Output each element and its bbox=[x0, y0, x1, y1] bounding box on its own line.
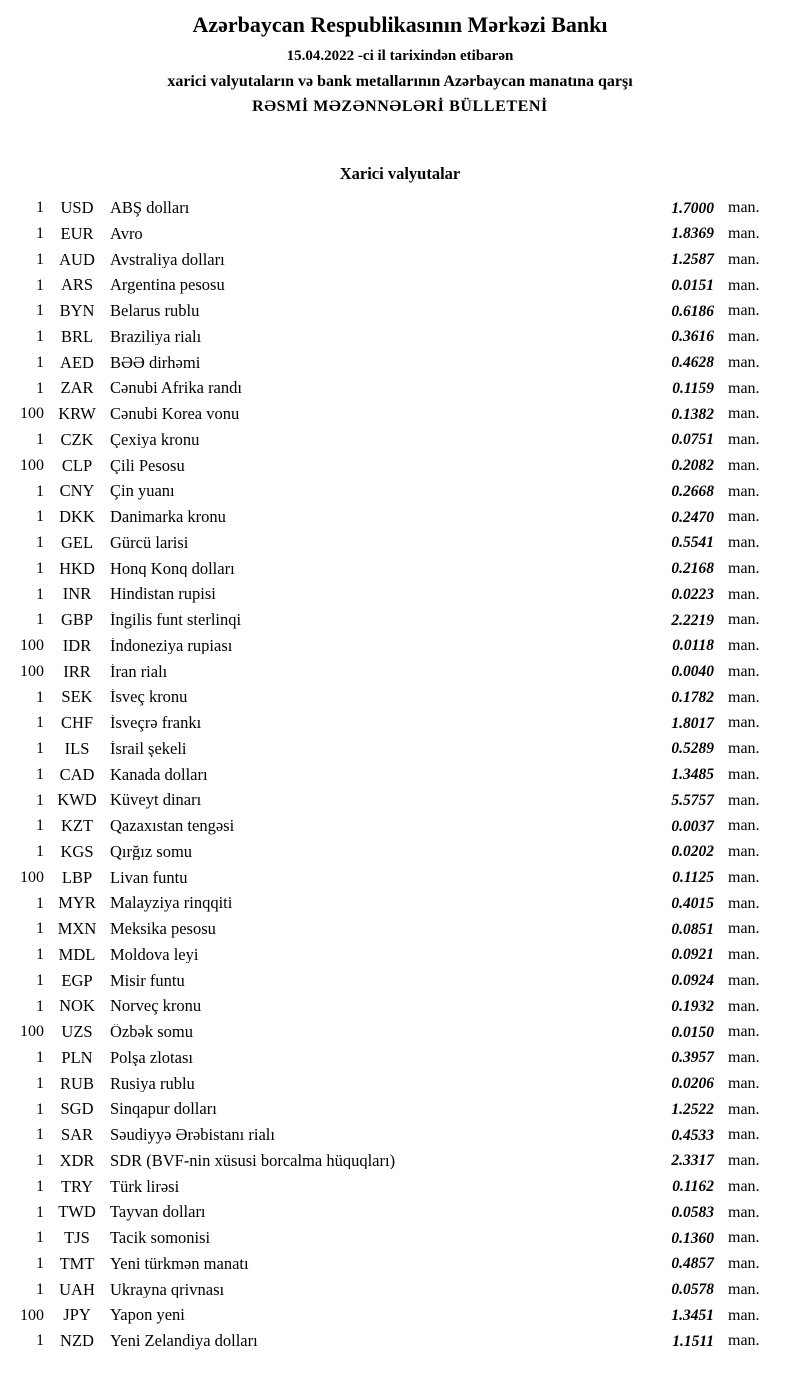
currency-name-cell: İsveçrə frankı bbox=[110, 715, 202, 732]
currency-code-cell: KRW bbox=[58, 404, 96, 424]
rate-row bbox=[14, 1045, 770, 1071]
quantity-cell: 1 bbox=[36, 276, 44, 294]
currency-name-cell: Livan funtu bbox=[110, 869, 188, 887]
rate-row bbox=[14, 711, 770, 737]
rate-row bbox=[14, 530, 770, 556]
currency-name-cell: İndoneziya rupiası bbox=[110, 637, 233, 655]
currency-name-cell: Argentina pesosu bbox=[110, 277, 225, 294]
rate-value-cell: 1.1511 bbox=[672, 1332, 714, 1350]
rate-value-cell: 0.0206 bbox=[671, 1075, 714, 1093]
currency-name-cell: Səudiyyə Ərəbistanı rialı bbox=[110, 1127, 275, 1144]
currency-name-cell: Braziliya rialı bbox=[110, 328, 202, 346]
unit-label-cell: man. bbox=[728, 817, 760, 835]
currency-code-cell: AED bbox=[60, 352, 94, 372]
rate-row bbox=[14, 942, 770, 968]
rate-row bbox=[14, 814, 770, 840]
rate-row bbox=[14, 633, 770, 659]
currency-code-cell: MYR bbox=[58, 893, 96, 913]
rate-row bbox=[14, 1277, 770, 1303]
quantity-cell: 1 bbox=[36, 791, 44, 809]
quantity-cell: 1 bbox=[36, 688, 44, 706]
currency-code-cell: EUR bbox=[60, 223, 94, 243]
rate-value-cell: 0.6186 bbox=[671, 302, 714, 320]
currency-code-cell: TMT bbox=[59, 1253, 95, 1273]
rate-value-cell: 0.1162 bbox=[672, 1178, 714, 1196]
currency-name-cell: Qazaxıstan tengəsi bbox=[110, 818, 235, 835]
quantity-cell: 100 bbox=[20, 1023, 44, 1041]
currency-name-cell: Malayziya rinqqiti bbox=[110, 895, 233, 912]
unit-label-cell: man. bbox=[728, 997, 760, 1015]
currency-name-cell: Honq Konq dolları bbox=[110, 560, 235, 578]
currency-name-cell: BƏƏ dirhəmi bbox=[110, 354, 201, 372]
subtitle-line: xarici valyutaların və bank metallarının Azərbaycan manatına qarşı bbox=[167, 73, 633, 91]
unit-label-cell: man. bbox=[728, 868, 760, 886]
currency-code-cell: ILS bbox=[64, 738, 90, 758]
rate-value-cell: 1.3451 bbox=[671, 1306, 714, 1324]
currency-code-cell: ARS bbox=[60, 275, 94, 295]
rate-value-cell: 1.8017 bbox=[671, 714, 714, 732]
currency-code-cell: GEL bbox=[60, 532, 94, 552]
rate-row bbox=[14, 273, 770, 299]
currency-code-cell: KGS bbox=[60, 841, 94, 861]
unit-label-cell: man. bbox=[728, 1306, 760, 1324]
currency-code-cell: UAH bbox=[59, 1279, 95, 1299]
rate-value-cell: 1.2587 bbox=[671, 251, 714, 269]
rate-value-cell: 0.0851 bbox=[671, 920, 714, 938]
rate-row bbox=[14, 247, 770, 273]
rate-value-cell: 0.3616 bbox=[671, 328, 714, 346]
unit-label-cell: man. bbox=[728, 1023, 760, 1041]
effective-date-line: 15.04.2022 -ci il tarixindən etibarən bbox=[286, 48, 514, 65]
rate-row bbox=[14, 196, 770, 222]
unit-label-cell: man. bbox=[728, 276, 760, 294]
rate-row bbox=[14, 1148, 770, 1174]
currency-code-cell: EGP bbox=[61, 970, 93, 990]
rate-value-cell: 0.4857 bbox=[671, 1255, 714, 1273]
rate-value-cell: 0.1125 bbox=[672, 869, 714, 887]
currency-code-cell: HKD bbox=[59, 558, 95, 578]
rate-value-cell: 0.0921 bbox=[671, 946, 714, 964]
rate-value-cell: 1.3485 bbox=[671, 766, 714, 784]
currency-code-cell: CZK bbox=[60, 429, 94, 449]
unit-label-cell: man. bbox=[728, 328, 760, 346]
currency-name-cell: Tacik somonisi bbox=[110, 1230, 211, 1247]
currency-code-cell: GBP bbox=[60, 610, 94, 630]
rate-row bbox=[14, 917, 770, 943]
currency-name-cell: ABŞ dolları bbox=[110, 200, 190, 217]
unit-label-cell: man. bbox=[728, 1049, 760, 1067]
unit-label-cell: man. bbox=[728, 225, 760, 243]
unit-label-cell: man. bbox=[728, 662, 760, 680]
currency-code-cell: SEK bbox=[61, 687, 93, 707]
quantity-cell: 1 bbox=[36, 946, 44, 964]
unit-label-cell: man. bbox=[728, 894, 760, 912]
rate-value-cell: 1.7000 bbox=[671, 199, 714, 217]
quantity-cell: 1 bbox=[36, 1229, 44, 1247]
rate-value-cell: 0.5541 bbox=[671, 534, 714, 552]
rate-row bbox=[14, 479, 770, 505]
unit-label-cell: man. bbox=[728, 1152, 760, 1170]
unit-label-cell: man. bbox=[728, 1280, 760, 1298]
currency-name-cell: Danimarka kronu bbox=[110, 509, 226, 526]
currency-name-cell: Misir funtu bbox=[110, 972, 185, 990]
unit-label-cell: man. bbox=[728, 1177, 760, 1195]
unit-label-cell: man. bbox=[728, 379, 760, 397]
currency-name-cell: Çin yuanı bbox=[110, 483, 175, 500]
unit-label-cell: man. bbox=[728, 1203, 760, 1221]
rate-row bbox=[14, 324, 770, 350]
rate-value-cell: 0.4628 bbox=[671, 354, 714, 372]
unit-label-cell: man. bbox=[728, 199, 760, 217]
quantity-cell: 1 bbox=[36, 971, 44, 989]
rate-value-cell: 0.2168 bbox=[671, 560, 714, 578]
quantity-cell: 1 bbox=[36, 714, 44, 732]
currency-code-cell: DKK bbox=[59, 507, 95, 527]
unit-label-cell: man. bbox=[728, 508, 760, 526]
quantity-cell: 1 bbox=[36, 611, 44, 629]
unit-label-cell: man. bbox=[728, 637, 760, 655]
rate-value-cell: 0.1159 bbox=[672, 379, 714, 397]
quantity-cell: 1 bbox=[36, 302, 44, 320]
rate-value-cell: 0.0751 bbox=[671, 431, 714, 449]
currency-name-cell: Hindistan rupisi bbox=[110, 586, 216, 603]
rate-value-cell: 0.0578 bbox=[671, 1281, 714, 1299]
rate-value-cell: 0.4533 bbox=[671, 1126, 714, 1144]
currency-name-cell: Tayvan dolları bbox=[110, 1204, 206, 1221]
unit-label-cell: man. bbox=[728, 534, 760, 552]
unit-label-cell: man. bbox=[728, 405, 760, 423]
currency-name-cell: Belarus rublu bbox=[110, 303, 200, 320]
currency-name-cell: Polşa zlotası bbox=[110, 1049, 193, 1067]
quantity-cell: 1 bbox=[36, 1100, 44, 1118]
rate-row bbox=[14, 685, 770, 711]
unit-label-cell: man. bbox=[728, 920, 760, 938]
currency-code-cell: BYN bbox=[59, 301, 95, 321]
rate-row bbox=[14, 1226, 770, 1252]
rate-row bbox=[14, 1303, 770, 1329]
rate-row bbox=[14, 376, 770, 402]
quantity-cell: 1 bbox=[36, 1280, 44, 1298]
currency-name-cell: Yeni türkmən manatı bbox=[110, 1255, 249, 1273]
rate-row bbox=[14, 659, 770, 685]
quantity-cell: 1 bbox=[36, 1152, 44, 1170]
currency-name-cell: Cənubi Afrika randı bbox=[110, 380, 242, 397]
unit-label-cell: man. bbox=[728, 1074, 760, 1092]
rate-row bbox=[14, 994, 770, 1020]
currency-code-cell: INR bbox=[62, 584, 92, 604]
bulletin-title: RƏSMİ MƏZƏNNƏLƏRİ BÜLLETENİ bbox=[252, 97, 548, 115]
rate-value-cell: 0.4015 bbox=[671, 894, 714, 912]
rate-value-cell: 0.2082 bbox=[671, 457, 714, 475]
unit-label-cell: man. bbox=[728, 688, 760, 706]
currency-code-cell: UZS bbox=[61, 1022, 93, 1042]
quantity-cell: 1 bbox=[36, 1074, 44, 1092]
rates-list bbox=[0, 196, 800, 1355]
rate-value-cell: 0.0150 bbox=[671, 1023, 714, 1041]
rate-row bbox=[14, 788, 770, 814]
currency-name-cell: İsrail şekeli bbox=[110, 740, 187, 758]
quantity-cell: 1 bbox=[36, 379, 44, 397]
currency-code-cell: JPY bbox=[63, 1305, 91, 1325]
rate-value-cell: 0.0223 bbox=[671, 585, 714, 603]
currency-code-cell: CNY bbox=[59, 481, 95, 501]
quantity-cell: 1 bbox=[36, 199, 44, 217]
currency-code-cell: KZT bbox=[60, 816, 94, 836]
quantity-cell: 100 bbox=[20, 1306, 44, 1324]
rate-value-cell: 0.1360 bbox=[671, 1229, 714, 1247]
quantity-cell: 1 bbox=[36, 585, 44, 603]
unit-label-cell: man. bbox=[728, 1332, 760, 1350]
quantity-cell: 1 bbox=[36, 328, 44, 346]
currency-code-cell: BRL bbox=[60, 326, 94, 346]
rate-value-cell: 2.2219 bbox=[671, 611, 714, 629]
rate-value-cell: 0.3957 bbox=[671, 1049, 714, 1067]
currency-code-cell: LBP bbox=[61, 867, 93, 887]
rate-value-cell: 0.0037 bbox=[671, 817, 714, 835]
unit-label-cell: man. bbox=[728, 302, 760, 320]
rate-row bbox=[14, 453, 770, 479]
quantity-cell: 1 bbox=[36, 250, 44, 268]
unit-label-cell: man. bbox=[728, 765, 760, 783]
rate-row bbox=[14, 1071, 770, 1097]
rate-row bbox=[14, 1123, 770, 1149]
currency-code-cell: CHF bbox=[60, 713, 94, 733]
currency-name-cell: İngilis funt sterlinqi bbox=[110, 612, 242, 629]
quantity-cell: 100 bbox=[20, 456, 44, 474]
unit-label-cell: man. bbox=[728, 250, 760, 268]
quantity-cell: 100 bbox=[20, 868, 44, 886]
currency-name-cell: Cənubi Korea vonu bbox=[110, 406, 240, 423]
section-title-foreign-currencies: Xarici valyutalar bbox=[339, 163, 461, 183]
rate-value-cell: 0.1782 bbox=[671, 688, 714, 706]
rate-row bbox=[14, 762, 770, 788]
currency-code-cell: IRR bbox=[63, 661, 91, 681]
quantity-cell: 1 bbox=[36, 353, 44, 371]
unit-label-cell: man. bbox=[728, 559, 760, 577]
rate-value-cell: 0.5289 bbox=[671, 740, 714, 758]
currency-code-cell: NZD bbox=[60, 1331, 94, 1351]
currency-name-cell: Çili Pesosu bbox=[110, 457, 185, 475]
quantity-cell: 1 bbox=[36, 225, 44, 243]
rate-value-cell: 0.0040 bbox=[671, 663, 714, 681]
currency-code-cell: MDL bbox=[58, 944, 96, 964]
quantity-cell: 1 bbox=[36, 534, 44, 552]
currency-code-cell: AUD bbox=[59, 249, 95, 269]
unit-label-cell: man. bbox=[728, 1229, 760, 1247]
currency-name-cell: Avro bbox=[110, 225, 143, 243]
unit-label-cell: man. bbox=[728, 431, 760, 449]
quantity-cell: 1 bbox=[36, 997, 44, 1015]
unit-label-cell: man. bbox=[728, 1255, 760, 1273]
currency-code-cell: SAR bbox=[60, 1125, 94, 1145]
rate-row bbox=[14, 582, 770, 608]
unit-label-cell: man. bbox=[728, 353, 760, 371]
quantity-cell: 1 bbox=[36, 817, 44, 835]
currency-code-cell: MXN bbox=[57, 919, 97, 939]
currency-name-cell: Çexiya kronu bbox=[110, 431, 200, 449]
quantity-cell: 1 bbox=[36, 431, 44, 449]
quantity-cell: 100 bbox=[20, 405, 44, 423]
currency-name-cell: Yapon yeni bbox=[110, 1307, 185, 1324]
currency-code-cell: TJS bbox=[64, 1228, 90, 1248]
document-header bbox=[0, 12, 800, 116]
quantity-cell: 1 bbox=[36, 920, 44, 938]
rate-value-cell: 0.0924 bbox=[671, 972, 714, 990]
rate-value-cell: 0.0202 bbox=[671, 843, 714, 861]
unit-label-cell: man. bbox=[728, 946, 760, 964]
rate-value-cell: 2.3317 bbox=[671, 1152, 714, 1170]
rate-row bbox=[14, 608, 770, 634]
unit-label-cell: man. bbox=[728, 1100, 760, 1118]
currency-name-cell: Rusiya rublu bbox=[110, 1075, 195, 1093]
rate-row bbox=[14, 839, 770, 865]
currency-code-cell: NOK bbox=[59, 996, 95, 1016]
rate-value-cell: 0.0151 bbox=[671, 276, 714, 294]
quantity-cell: 1 bbox=[36, 843, 44, 861]
quantity-cell: 1 bbox=[36, 1049, 44, 1067]
unit-label-cell: man. bbox=[728, 714, 760, 732]
rate-value-cell: 1.2522 bbox=[671, 1100, 714, 1118]
currency-code-cell: IDR bbox=[62, 635, 92, 655]
currency-name-cell: Kanada dolları bbox=[110, 766, 208, 784]
unit-label-cell: man. bbox=[728, 1126, 760, 1144]
currency-name-cell: Özbək somu bbox=[110, 1024, 193, 1041]
currency-name-cell: İran rialı bbox=[110, 663, 168, 681]
rate-row bbox=[14, 891, 770, 917]
quantity-cell: 1 bbox=[36, 1255, 44, 1273]
rate-row bbox=[14, 427, 770, 453]
rate-row bbox=[14, 1251, 770, 1277]
rate-value-cell: 0.1932 bbox=[671, 997, 714, 1015]
currency-code-cell: CAD bbox=[59, 764, 95, 784]
quantity-cell: 1 bbox=[36, 508, 44, 526]
unit-label-cell: man. bbox=[728, 585, 760, 603]
currency-name-cell: Türk lirəsi bbox=[110, 1178, 180, 1196]
currency-code-cell: RUB bbox=[60, 1073, 94, 1093]
currency-name-cell: Avstraliya dolları bbox=[110, 251, 225, 269]
currency-name-cell: SDR (BVF-nin xüsusi borcalma hüquqları) bbox=[110, 1152, 396, 1170]
rate-row bbox=[14, 968, 770, 994]
quantity-cell: 100 bbox=[20, 637, 44, 655]
rate-row bbox=[14, 1020, 770, 1046]
unit-label-cell: man. bbox=[728, 971, 760, 989]
currency-code-cell: XDR bbox=[59, 1150, 95, 1170]
currency-code-cell: PLN bbox=[61, 1047, 93, 1067]
rate-value-cell: 0.2668 bbox=[671, 482, 714, 500]
unit-label-cell: man. bbox=[728, 482, 760, 500]
rate-row bbox=[14, 865, 770, 891]
rate-row bbox=[14, 221, 770, 247]
bank-title: Azərbaycan Respublikasının Mərkəzi Bankı bbox=[192, 12, 608, 37]
rate-row bbox=[14, 556, 770, 582]
currency-code-cell: TWD bbox=[58, 1202, 96, 1222]
currency-name-cell: Ukrayna qrivnası bbox=[110, 1281, 225, 1299]
currency-name-cell: Meksika pesosu bbox=[110, 921, 216, 938]
currency-name-cell: Qırğız somu bbox=[110, 843, 193, 861]
quantity-cell: 1 bbox=[36, 740, 44, 758]
quantity-cell: 1 bbox=[36, 1126, 44, 1144]
currency-name-cell: İsveç kronu bbox=[110, 689, 188, 706]
quantity-cell: 1 bbox=[36, 894, 44, 912]
quantity-cell: 100 bbox=[20, 662, 44, 680]
unit-label-cell: man. bbox=[728, 456, 760, 474]
rate-value-cell: 0.1382 bbox=[671, 405, 714, 423]
rate-value-cell: 5.5757 bbox=[671, 791, 714, 809]
rate-row bbox=[14, 505, 770, 531]
unit-label-cell: man. bbox=[728, 740, 760, 758]
quantity-cell: 1 bbox=[36, 559, 44, 577]
currency-code-cell: ZAR bbox=[60, 378, 94, 398]
rate-row bbox=[14, 350, 770, 376]
rate-row bbox=[14, 1200, 770, 1226]
rate-value-cell: 0.0583 bbox=[671, 1203, 714, 1221]
currency-name-cell: Yeni Zelandiya dolları bbox=[110, 1333, 258, 1350]
rate-row bbox=[14, 402, 770, 428]
unit-label-cell: man. bbox=[728, 611, 760, 629]
currency-code-cell: SGD bbox=[60, 1099, 94, 1119]
rate-value-cell: 0.0118 bbox=[672, 637, 714, 655]
rate-row bbox=[14, 1174, 770, 1200]
quantity-cell: 1 bbox=[36, 482, 44, 500]
currency-code-cell: CLP bbox=[61, 455, 93, 475]
quantity-cell: 1 bbox=[36, 1203, 44, 1221]
rate-row bbox=[14, 1097, 770, 1123]
rate-row bbox=[14, 299, 770, 325]
currency-code-cell: KWD bbox=[57, 790, 97, 810]
quantity-cell: 1 bbox=[36, 765, 44, 783]
rate-value-cell: 1.8369 bbox=[671, 225, 714, 243]
currency-name-cell: Moldova leyi bbox=[110, 946, 199, 964]
currency-name-cell: Sinqapur dolları bbox=[110, 1101, 217, 1118]
rate-row bbox=[14, 736, 770, 762]
rate-value-cell: 0.2470 bbox=[671, 508, 714, 526]
rate-row bbox=[14, 1329, 770, 1355]
currency-name-cell: Gürcü larisi bbox=[110, 534, 189, 552]
currency-name-cell: Küveyt dinarı bbox=[110, 792, 202, 809]
currency-code-cell: USD bbox=[60, 198, 94, 218]
quantity-cell: 1 bbox=[36, 1332, 44, 1350]
unit-label-cell: man. bbox=[728, 791, 760, 809]
currency-name-cell: Norveç kronu bbox=[110, 998, 202, 1015]
quantity-cell: 1 bbox=[36, 1177, 44, 1195]
unit-label-cell: man. bbox=[728, 843, 760, 861]
currency-code-cell: TRY bbox=[60, 1176, 94, 1196]
